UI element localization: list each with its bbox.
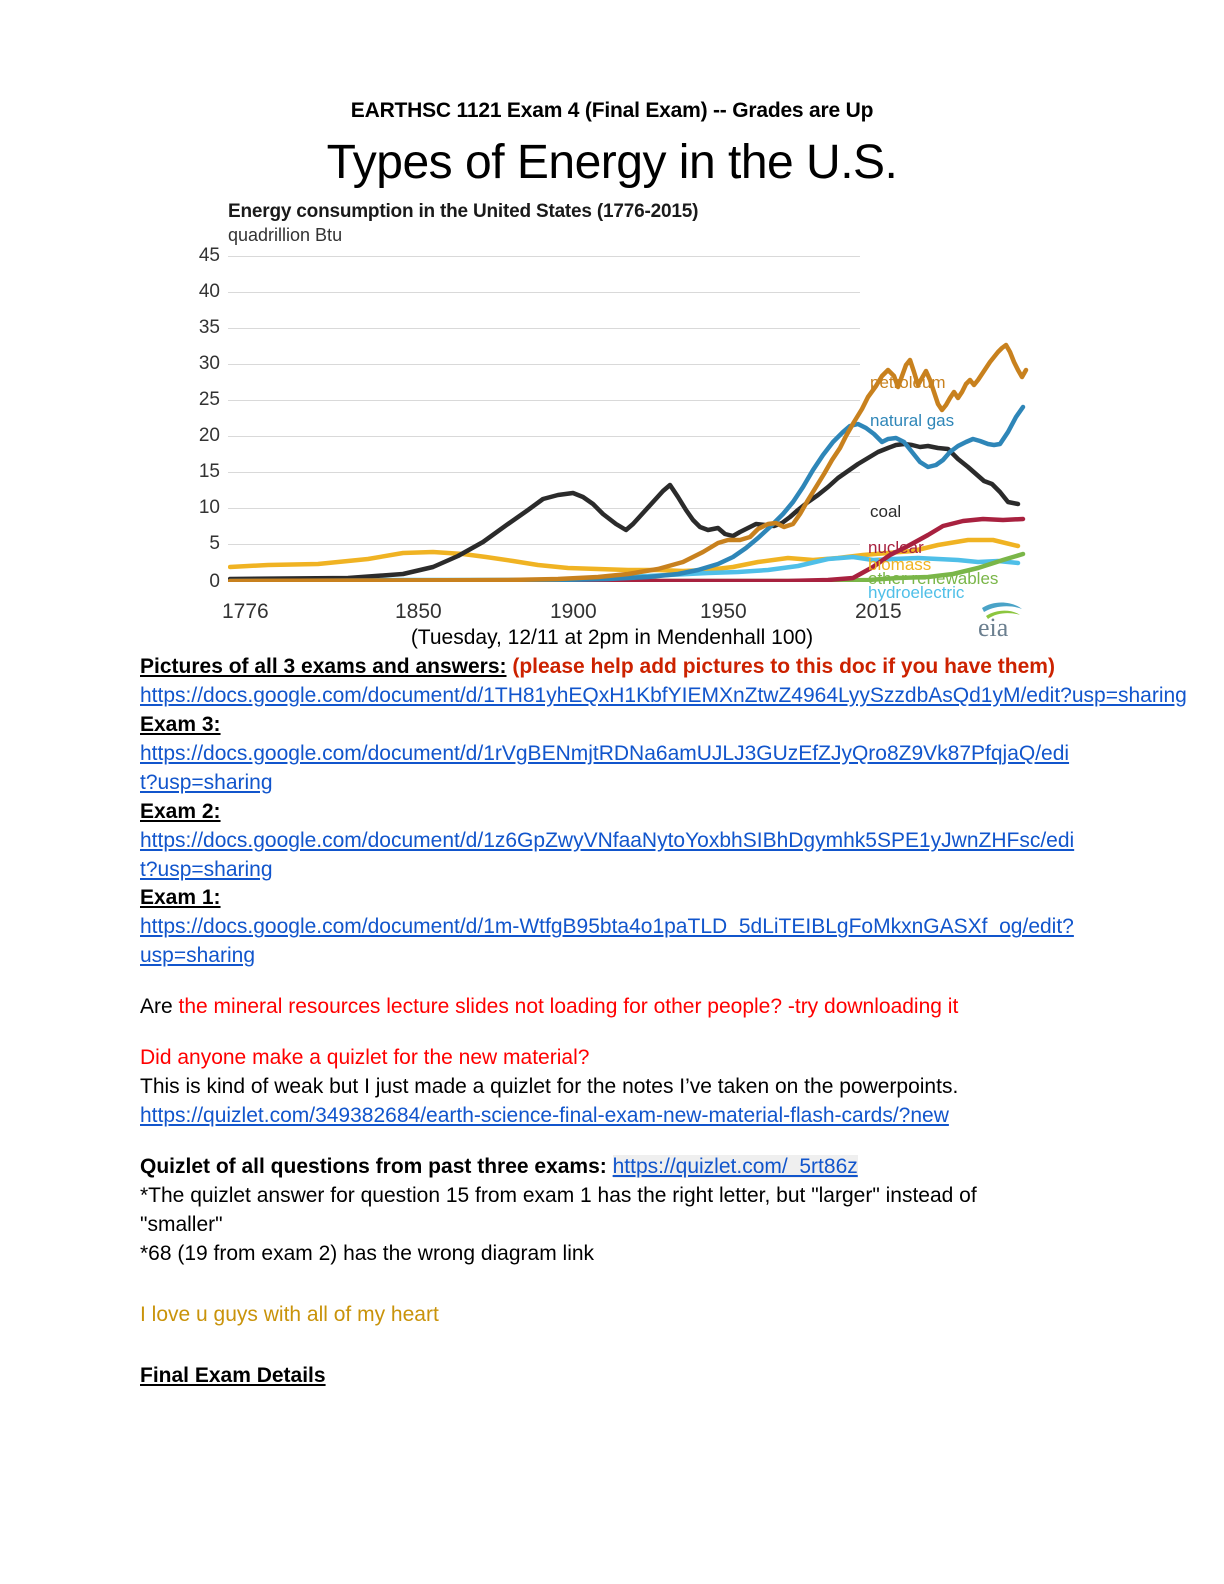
exam3-heading-line: [140, 711, 1084, 740]
quizlet-all-link[interactable]: https://quizlet.com/_5rt86z: [612, 1155, 858, 1179]
legend-label-nuclear: nuclear: [868, 538, 924, 558]
quizlet-all-label: Quizlet of all questions from past three exams:: [140, 1155, 607, 1179]
pictures-label: Pictures of all 3 exams and answers:: [140, 654, 507, 678]
legend-label-coal: coal: [870, 502, 902, 522]
text-spacer: [140, 1352, 1084, 1362]
legend-label-natural-gas: natural gas: [870, 411, 955, 431]
y-tick-label: 0: [209, 571, 220, 593]
exam1-link-line: [140, 913, 1084, 971]
legend-label-biomass: biomass: [868, 555, 932, 575]
exam-time-caption: (Tuesday, 12/11 at 2pm in Mendenhall 100): [410, 626, 814, 650]
svg-text:eia: eia: [978, 613, 1009, 641]
mineral-question-prefix: Are: [140, 995, 179, 1019]
mineral-resources-question: [140, 993, 1084, 1022]
x-tick-label: 1850: [395, 600, 442, 624]
exam2-link-line: [140, 827, 1084, 885]
mineral-question-red: the mineral resources lecture slides not loading for other people? -try downloading it: [178, 995, 959, 1019]
quizlet-question: Did anyone make a quizlet for the new material?: [140, 1046, 590, 1070]
exam3-link[interactable]: https://docs.google.com/document/d/1rVgBENmjtRDNa6amUJLJ3GUzEfZJyQro8Z9Vk87PfqjaQ/edit?usp=sharing: [140, 741, 1070, 794]
note-q15-line2: "smaller": [140, 1213, 223, 1237]
love-note: I love u guys with all of my heart: [140, 1303, 439, 1327]
x-tick-label: 2015: [855, 600, 902, 624]
x-tick-label: 1776: [222, 600, 269, 624]
pictures-link-line: [140, 682, 1187, 711]
legend-label-other-renewables: other renewables: [868, 569, 999, 589]
chart-title: Energy consumption in the United States (1776-2015): [228, 201, 699, 223]
y-tick-label: 5: [209, 533, 220, 555]
text-spacer: [140, 971, 1084, 993]
y-tick-label: 15: [198, 461, 220, 483]
text-spacer: [140, 1291, 1084, 1301]
final-exam-details-label: Final Exam Details: [140, 1364, 326, 1388]
x-tick-label: 1950: [700, 600, 747, 624]
quizlet-new-link-line: [140, 1102, 1084, 1131]
y-tick-label: 45: [198, 245, 220, 267]
y-tick-label: 25: [198, 389, 220, 411]
exam1-link[interactable]: https://docs.google.com/document/d/1m-WtfgB95bta4o1paTLD_5dLiTEIBLgFoMkxnGASXf_og/edit?usp=sharing: [140, 915, 1074, 968]
document-heading: EARTHSC 1121 Exam 4 (Final Exam) -- Grades are Up: [350, 99, 874, 122]
note-q68: *68 (19 from exam 2) has the wrong diagram link: [140, 1242, 595, 1266]
text-spacer: [140, 1022, 1084, 1044]
y-tick-label: 20: [198, 425, 220, 447]
legend-label-hydroelectric: hydroelectric: [868, 583, 965, 603]
exam1-label: Exam 1:: [140, 886, 221, 910]
exam2-heading-line: [140, 798, 1084, 827]
y-tick-label: 10: [198, 497, 220, 519]
page-title: Types of Energy in the U.S.: [326, 136, 898, 190]
pictures-heading-line: [140, 653, 1084, 682]
eia-logo: [968, 592, 1030, 640]
exam1-heading-line: [140, 884, 1084, 913]
text-spacer: [140, 1269, 1084, 1291]
text-spacer: [140, 1330, 1084, 1352]
pictures-link[interactable]: https://docs.google.com/document/d/1TH81yhEQxH1KbfYIEMXnZtwZ4964LyySzzdbAsQd1yM/edit?usp=sharing: [140, 683, 1187, 707]
legend-label-petroleum: petroleum: [870, 373, 946, 393]
exam3-label: Exam 3:: [140, 712, 221, 736]
quizlet-all-line: [140, 1153, 1084, 1182]
quizlet-new-link[interactable]: https://quizlet.com/349382684/earth-science-final-exam-new-material-flash-cards/?new: [140, 1104, 949, 1128]
pictures-note: (please help add pictures to this doc if you have them): [512, 654, 1055, 678]
y-tick-label: 30: [198, 353, 220, 375]
y-tick-label: 35: [198, 317, 220, 339]
x-tick-label: 1900: [550, 600, 597, 624]
quizlet-answer: This is kind of weak but I just made a quizlet for the notes I’ve taken on the powerpoints.: [140, 1075, 959, 1099]
exam2-label: Exam 2:: [140, 799, 221, 823]
y-tick-label: 40: [198, 281, 220, 303]
exam2-link[interactable]: https://docs.google.com/document/d/1z6GpZwyVNfaaNytoYoxbhSIBhDgymhk5SPE1yJwnZHFsc/edit?usp=sharing: [140, 828, 1075, 881]
note-q15-line1: *The quizlet answer for question 15 from exam 1 has the right letter, but "larger" instead of: [140, 1184, 977, 1208]
chart-subtitle: quadrillion Btu: [228, 224, 343, 245]
text-spacer: [140, 1131, 1084, 1153]
exam3-link-line: [140, 740, 1084, 798]
final-exam-details-heading: [140, 1362, 1084, 1391]
